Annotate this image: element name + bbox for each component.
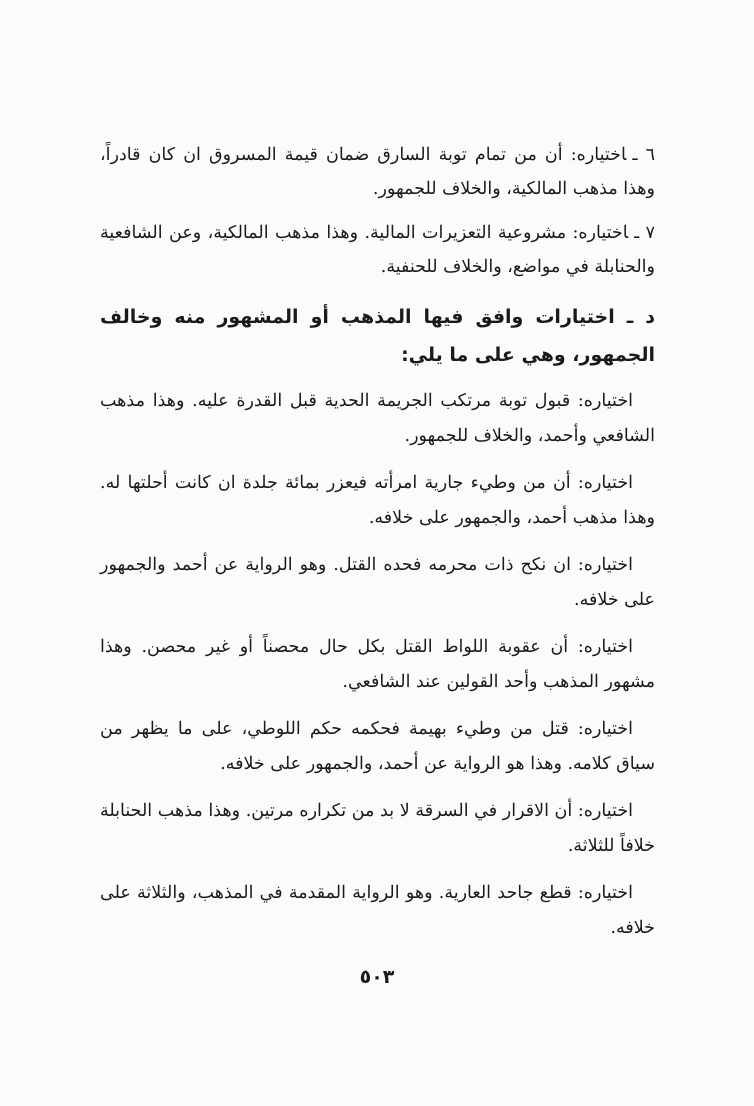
numbered-item [100, 216, 655, 284]
page-body [100, 138, 655, 958]
paragraph: اختياره: أن من وطيء جارية امرأته فيعزر بمائة جلدة ان كانت أحلتها له. وهذا مذهب أحمد، والجمهور على خلافه. [100, 473, 655, 528]
item-text: اختياره: أن من تمام توبة السارق ضمان قيمة المسروق ان كان قادراً، وهذا مذهب المالكية، والخلاف للجمهور. [100, 145, 655, 199]
paragraph: اختياره: أن الاقرار في السرقة لا بد من تكراره مرتين. وهذا مذهب الحنابلة خلافاً للثلاثة. [100, 801, 655, 856]
page-number: ٥٠٣ [359, 966, 395, 988]
paragraph: اختياره: أن عقوبة اللواط القتل بكل حال محصناً أو غير محصن. وهذا مشهور المذهب وأحد القولين عند الشافعي. [100, 637, 655, 692]
paragraph: اختياره: ان نكح ذات محرمه فحده القتل. وهو الرواية عن أحمد والجمهور على خلافه. [100, 555, 655, 610]
item-number: ٧ ـ [634, 223, 655, 243]
paragraph: اختياره: قبول توبة مرتكب الجريمة الحدية قبل القدرة عليه. وهذا مذهب الشافعي وأحمد، والخلاف للجمهور. [100, 391, 655, 446]
item-number: ٦ ـ [632, 145, 655, 165]
paragraph: اختياره: قتل من وطيء بهيمة فحكمه حكم اللوطي، على ما يظهر من سياق كلامه. وهذا هو الرواية عن أحمد، والجمهور على خلافه. [100, 719, 655, 774]
numbered-item [100, 138, 655, 206]
section-heading: د ـ اختيارات وافق فيها المذهب أو المشهور منه وخالف الجمهور، وهي على ما يلي: [100, 306, 655, 366]
paragraph: اختياره: قطع جاحد العارية. وهو الرواية المقدمة في المذهب، والثلاثة على خلافه. [100, 883, 655, 938]
item-text: اختياره: مشروعية التعزيرات المالية. وهذا مذهب المالكية، وعن الشافعية والحنابلة في مواضع، والخلاف للحنفية. [100, 223, 655, 277]
